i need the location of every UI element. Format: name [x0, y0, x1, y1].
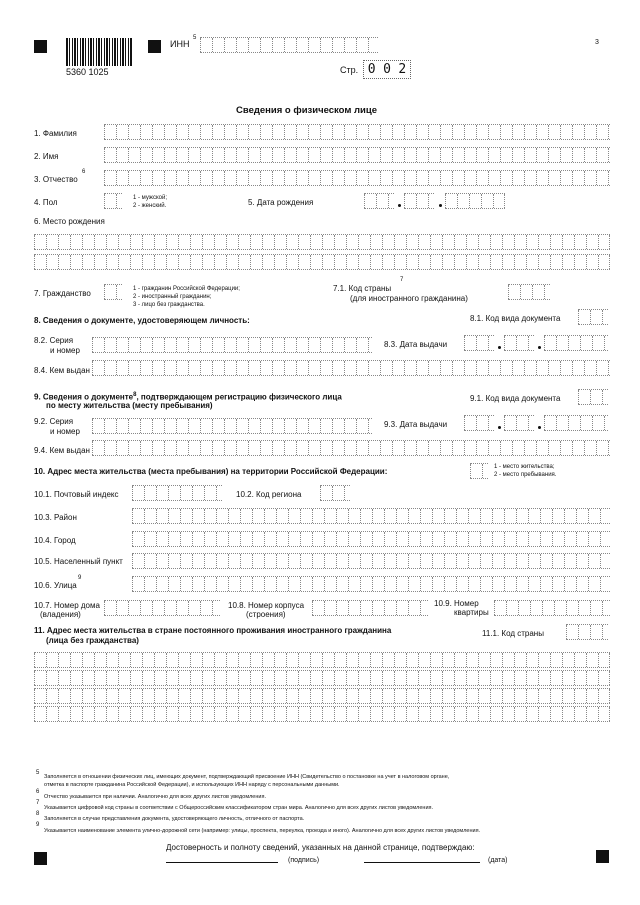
- footnote-text: Заполняется в случае представления документа, удостоверяющего личность, отличного от паспорта.: [44, 816, 305, 822]
- page-counter: [363, 60, 411, 79]
- doc-type-label: 8.1. Код вида документа: [470, 314, 561, 323]
- address-type-option: 1 - место жительства;: [494, 464, 555, 470]
- footnote-text: отметка в паспорте гражданина Российской Федерации), и использующих ИНН наряду с персональными данными.: [44, 782, 340, 788]
- footnote-number: 5: [36, 770, 40, 776]
- name-field[interactable]: [104, 147, 610, 163]
- barcode-number: 5360 1025: [66, 67, 109, 77]
- inn-footnote-ref: 5: [193, 35, 197, 41]
- barcode: [66, 38, 132, 66]
- signature-line[interactable]: [166, 862, 278, 863]
- city-field[interactable]: [132, 531, 610, 547]
- page-label: Стр.: [340, 65, 359, 75]
- inn-cells[interactable]: [200, 37, 378, 53]
- gender-option: 1 - мужской;: [133, 195, 167, 201]
- foreign-address-heading-cont: (лица без гражданства): [46, 636, 139, 645]
- footnote-text: Указывается наименование элемента улично-дорожной сети (например: улицы, проспекта, переулка, проезда и иного). Аналогично для всех других листов уведомления.: [44, 828, 481, 834]
- footnote-number: 9: [36, 822, 40, 828]
- region-code-field[interactable]: [320, 485, 350, 501]
- footnote-text: Отчество указывается при наличии. Аналогично для всех других листов уведомления.: [44, 794, 266, 800]
- confirm-text: Достоверность и полноту сведений, указанных на данной странице, подтверждаю:: [166, 843, 475, 852]
- birthdate-label: 5. Дата рождения: [248, 198, 314, 207]
- foreign-address-field[interactable]: [34, 688, 610, 704]
- citizenship-option: 2 - иностранный гражданин;: [133, 294, 212, 300]
- footnote-number: 6: [36, 789, 40, 795]
- series-label: 8.2. Серия: [34, 336, 74, 345]
- date-separator: [498, 346, 501, 349]
- patronymic-label: 3. Отчество: [34, 175, 78, 184]
- date-separator: [439, 204, 442, 207]
- issue-month-field[interactable]: [504, 335, 534, 351]
- doc-type-field[interactable]: [578, 389, 608, 405]
- country-code-label: 11.1. Код страны: [482, 629, 544, 638]
- citizenship-field[interactable]: [104, 284, 122, 300]
- date-separator: [538, 346, 541, 349]
- page-digit: 0: [383, 62, 391, 77]
- doc-type-label: 9.1. Код вида документа: [470, 394, 561, 403]
- footnote-number: 8: [36, 811, 40, 817]
- birth-year-field[interactable]: [445, 193, 505, 209]
- corner-marker: [34, 40, 47, 53]
- series-number-field[interactable]: [92, 418, 372, 434]
- birthplace-field[interactable]: [34, 234, 610, 250]
- apartment-label: 10.9. Номер: [434, 599, 479, 608]
- date-line[interactable]: [364, 862, 480, 863]
- address-type-field[interactable]: [470, 463, 488, 479]
- house-sublabel: (владения): [40, 610, 81, 619]
- citizenship-option: 1 - гражданин Российской Федерации;: [133, 286, 240, 292]
- gender-option: 2 - женский.: [133, 203, 167, 209]
- inn-label: ИНН: [170, 39, 190, 49]
- foreign-address-field[interactable]: [34, 652, 610, 668]
- issued-by-field[interactable]: [92, 440, 610, 456]
- footnote-ref: 6: [82, 169, 86, 175]
- foreign-address-field[interactable]: [34, 706, 610, 722]
- apartment-sublabel: квартиры: [454, 608, 489, 617]
- issue-year-field[interactable]: [544, 335, 608, 351]
- surname-field[interactable]: [104, 124, 610, 140]
- apartment-field[interactable]: [494, 600, 610, 616]
- series-number-field[interactable]: [92, 337, 372, 353]
- date-label: (дата): [488, 857, 508, 864]
- corner-marker: [596, 850, 609, 863]
- building-field[interactable]: [312, 600, 428, 616]
- birth-day-field[interactable]: [364, 193, 394, 209]
- country-code-field[interactable]: [508, 284, 550, 300]
- page-digit: 0: [367, 62, 376, 77]
- date-separator: [498, 426, 501, 429]
- surname-label: 1. Фамилия: [34, 129, 77, 138]
- registration-doc-heading: 9. Сведения о документе$^8$, подтверждающем регистрацию физического лица: [34, 392, 342, 402]
- issue-day-field[interactable]: [464, 415, 494, 431]
- series-label: 9.2. Серия: [34, 417, 74, 426]
- address-heading: 10. Адрес места жительства (места пребывания) на территории Российской Федерации:: [34, 467, 388, 476]
- issued-by-label: 9.4. Кем выдан: [34, 446, 90, 455]
- page-digit: 2: [398, 62, 407, 77]
- date-separator: [398, 204, 401, 207]
- identity-doc-heading: 8. Сведения о документе, удостоверяющем личность:: [34, 316, 250, 325]
- region-code-label: 10.2. Код региона: [236, 490, 302, 499]
- country-code-sublabel: (для иностранного гражданина): [350, 294, 468, 303]
- address-type-option: 2 - место пребывания.: [494, 472, 557, 478]
- date-separator: [538, 426, 541, 429]
- country-code-field[interactable]: [566, 624, 608, 640]
- footnote-text: Заполняется в отношении физических лиц, имеющих документ, подтверждающий присвоение ИНН (Свидетельство о постановке на учет в налоговом органе,: [44, 774, 450, 780]
- issued-by-field[interactable]: [92, 360, 610, 376]
- foreign-address-field[interactable]: [34, 670, 610, 686]
- locality-label: 10.5. Населенный пункт: [34, 557, 123, 566]
- footnote-ref: 9: [78, 575, 82, 581]
- issue-date-label: 8.3. Дата выдачи: [384, 340, 448, 349]
- street-label: 10.6. Улица: [34, 581, 77, 590]
- issue-date-label: 9.3. Дата выдачи: [384, 420, 448, 429]
- birthplace-field[interactable]: [34, 254, 610, 270]
- building-label: 10.8. Номер корпуса: [228, 601, 305, 610]
- street-field[interactable]: [132, 576, 610, 592]
- city-label: 10.4. Город: [34, 536, 76, 545]
- footnote-number: 7: [36, 800, 40, 806]
- district-label: 10.3. Район: [34, 513, 77, 522]
- gender-label: 4. Пол: [34, 198, 58, 207]
- building-sublabel: (строения): [246, 610, 286, 619]
- footnote-text: Указывается цифровой код страны в соответствии с Общероссийским классификатором стран мира. Аналогично для всех других листов уведомления.: [44, 805, 434, 811]
- birth-month-field[interactable]: [404, 193, 434, 209]
- locality-field[interactable]: [132, 553, 610, 569]
- corner-marker: [34, 852, 47, 865]
- issue-day-field[interactable]: [464, 335, 494, 351]
- footnote-ref: 7: [400, 277, 404, 283]
- corner-marker: [148, 40, 161, 53]
- house-label: 10.7. Номер дома: [34, 601, 100, 610]
- registration-doc-heading-cont: по месту жительства (месту пребывания): [46, 401, 213, 410]
- house-field[interactable]: [104, 600, 220, 616]
- gender-field[interactable]: [104, 193, 122, 209]
- page-title: Сведения о физическом лице: [236, 105, 378, 116]
- country-code-label: 7.1. Код страны: [333, 284, 392, 293]
- number-label: и номер: [50, 427, 80, 436]
- patronymic-field[interactable]: [104, 170, 610, 186]
- name-label: 2. Имя: [34, 152, 59, 161]
- citizenship-label: 7. Гражданство: [34, 289, 91, 298]
- number-label: и номер: [50, 346, 80, 355]
- district-field[interactable]: [132, 508, 610, 524]
- doc-type-field[interactable]: [578, 309, 608, 325]
- issued-by-label: 8.4. Кем выдан: [34, 366, 90, 375]
- birthplace-label: 6. Место рождения: [34, 217, 105, 226]
- page-number: 3: [595, 39, 599, 46]
- postal-code-field[interactable]: [132, 485, 222, 501]
- foreign-address-heading: 11. Адрес места жительства в стране постоянного проживания иностранного гражданина: [34, 626, 392, 635]
- citizenship-option: 3 - лицо без гражданства.: [133, 302, 205, 308]
- postal-code-label: 10.1. Почтовый индекс: [34, 490, 119, 499]
- signature-label: (подпись): [288, 857, 320, 864]
- issue-year-field[interactable]: [544, 415, 608, 431]
- issue-month-field[interactable]: [504, 415, 534, 431]
